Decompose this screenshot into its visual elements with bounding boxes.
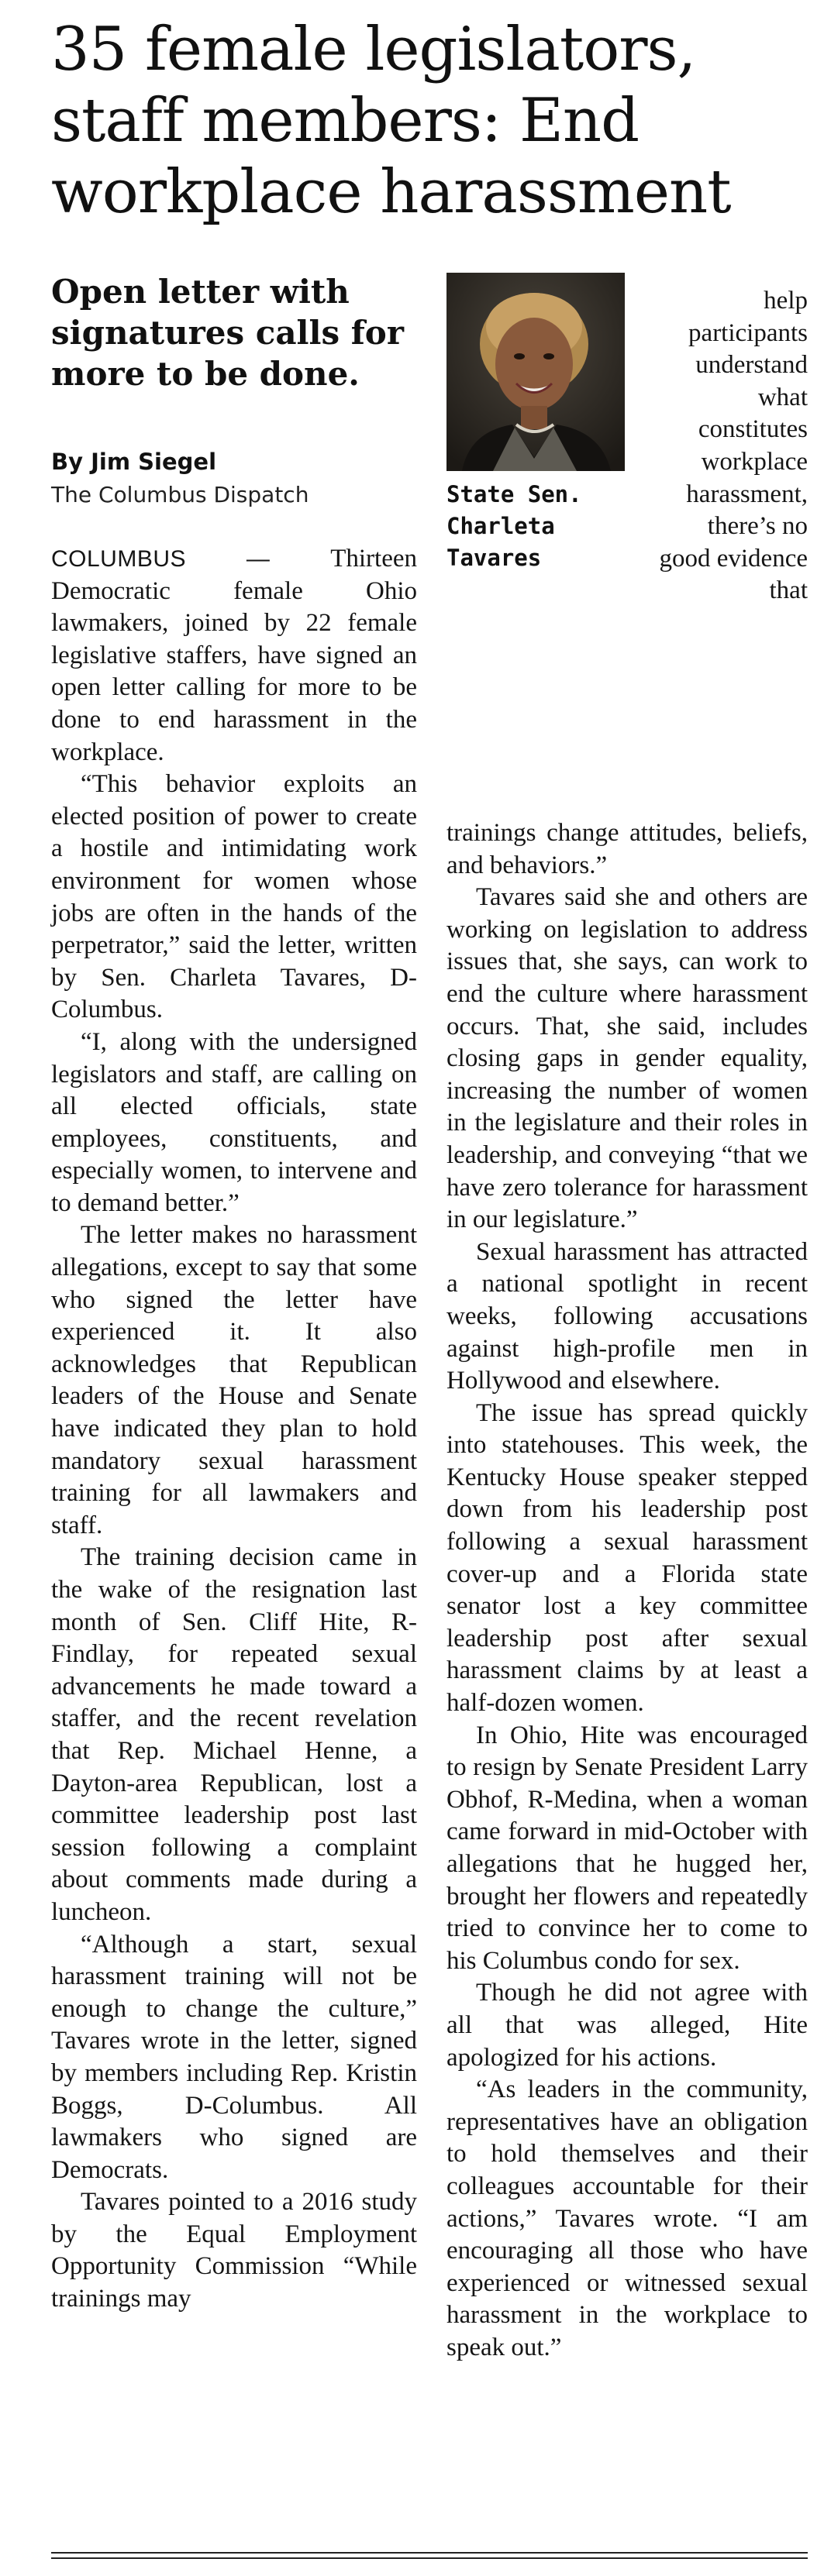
caption-line: Charleta (446, 513, 555, 539)
body-paragraph-text: Thirteen Democratic female Ohio lawmakers, joined by 22 female legislative staffers, have signed an open letter calling for more to be done to end harassment in the workplace. (51, 545, 417, 766)
body-paragraph: Tavares pointed to a 2016 study by the Equal Employment Opportunity Commission “While trainings may (51, 2188, 417, 2313)
deck-line: signatures calls for (51, 314, 404, 352)
headline-line: staff members: End (51, 86, 640, 156)
article-column-left (51, 543, 417, 2316)
headline (51, 14, 803, 228)
caption-line: Tavares (446, 545, 542, 571)
photo-wraparound-text (657, 285, 808, 607)
byline: By Jim Siegel (51, 449, 217, 475)
body-paragraph: Tavares said she and others are working on legislation to address issues that, she says, can work to end the culture where harassment occurs. That, she said, includes closing gaps in gender equality, increasing the number of women in the legislature and their roles in leadership, and conveying “that we have zero tolerance for harassment in our legislature.” (446, 883, 808, 1234)
body-paragraph: Sexual harassment has attracted a national spotlight in recent weeks, following accusations against high-profile men in Hollywood and elsewhere. (446, 1237, 808, 1395)
portrait-illustration (446, 273, 625, 471)
body-paragraph: “Although a start, sexual harassment training will not be enough to change the culture,” Tavares wrote in the letter, signed by members including Rep. Kristin Boggs, D-Columbus. All lawmakers who signed are Democrats. (51, 1930, 417, 2184)
bottom-rule (51, 2552, 808, 2554)
body-paragraph: In Ohio, Hite was encouraged to resign by Senate President Larry Obhof, R-Medina, when a woman came forward in mid-October with allegations that he hugged her, brought her flowers and repeatedly tried to convince her to come to his Columbus condo for sex. (446, 1721, 808, 1975)
caption-line: State Sen. (446, 481, 582, 507)
body-paragraph: Though he did not agree with all that was alleged, Hite apologized for his actions. (446, 1979, 808, 2072)
article-column-right (446, 817, 808, 2364)
portrait-photo (446, 273, 625, 471)
body-paragraph: “This behavior exploits an elected position of power to create a hostile and intimidating work environment for women whose jobs are often in the hands of the perpetrator,” said the letter, written by Sen. Charleta Tavares, D-Columbus. (51, 770, 417, 1024)
headline-line: workplace harassment (51, 157, 731, 227)
body-paragraph: trainings change attitudes, beliefs, and behaviors.” (446, 819, 808, 879)
photo-caption (446, 479, 648, 574)
body-paragraph (51, 543, 417, 769)
deck-line: more to be done. (51, 355, 360, 393)
body-paragraph: “I, along with the undersigned legislators and staff, are calling on all elected officials, state employees, constituents, and especially women, to intervene and to demand better.” (51, 1027, 417, 1217)
deck (51, 271, 415, 394)
body-paragraph-fragment: help participants understand what constitutes workplace harassment, there’s no good evidence that (659, 287, 808, 605)
deck-line: Open letter with (51, 273, 350, 311)
dateline: COLUMBUS — (51, 546, 331, 572)
body-paragraph: The letter makes no harassment allegations, except to say that some who signed the letter have experienced it. It also acknowledges that Republican leaders of the House and Senate have indicated they plan to hold mandatory sexual harassment training for all lawmakers and staff. (51, 1221, 417, 1539)
byline-affiliation: The Columbus Dispatch (51, 482, 309, 507)
headline-line: 35 female legislators, (51, 15, 696, 84)
body-paragraph: The issue has spread quickly into statehouses. This week, the Kentucky House speaker stepped down from his leadership post following a sexual harassment cover-up and a Florida state senator lost a key committee leadership post after sexual harassment claims by at least a half-dozen women. (446, 1398, 808, 1718)
bottom-rule (51, 2557, 808, 2559)
body-paragraph: “As leaders in the community, representatives have an obligation to hold themselves and their colleagues accountable for their actions,” Tavares wrote. “I am encouraging all those who have experienced or witnessed sexual harassment in the workplace to speak out.” (446, 2076, 808, 2361)
body-paragraph: The training decision came in the wake of the resignation last month of Sen. Cliff Hite, R-Findlay, for repeated sexual advancements he made toward a staffer, and the recent revelation that Rep. Michael Henne, a Dayton-area Republican, lost a committee leadership post last session following a complaint about comments made during a luncheon. (51, 1543, 417, 1926)
